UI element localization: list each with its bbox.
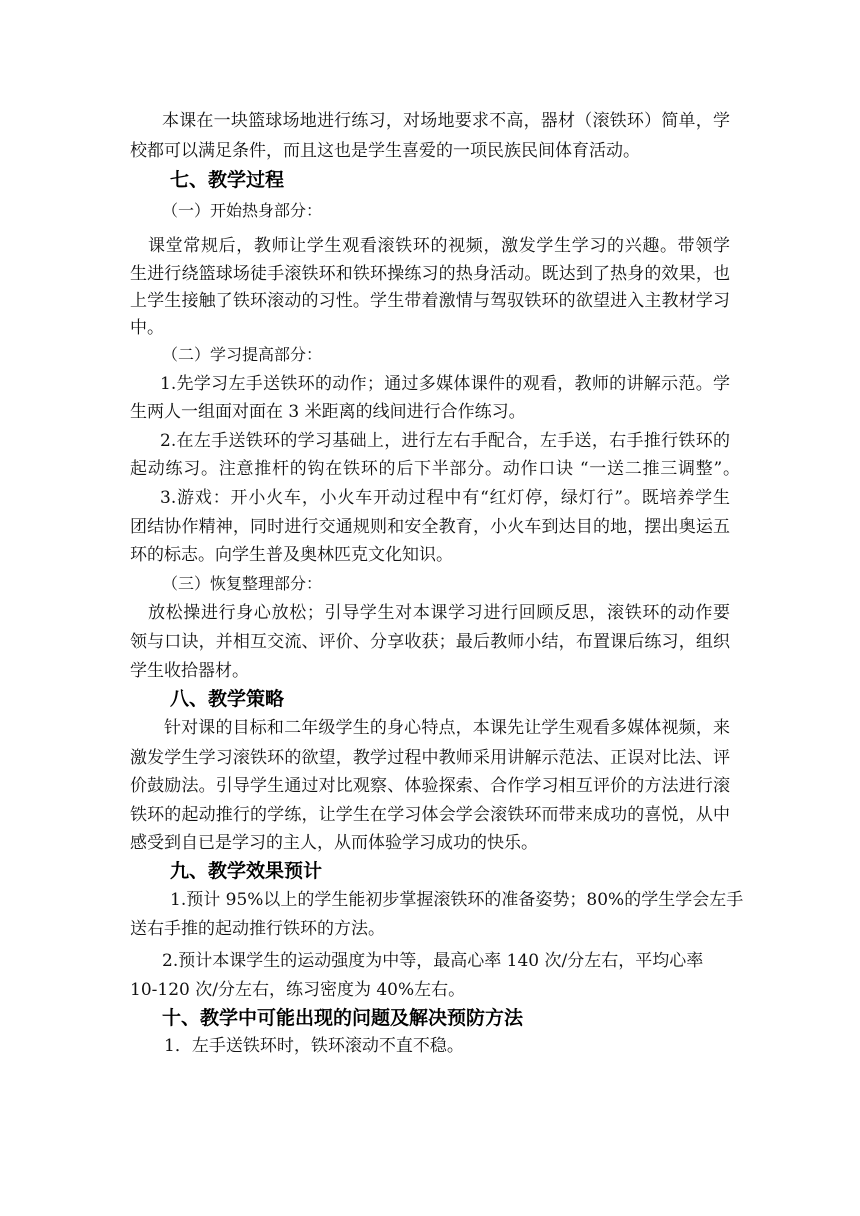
strategy-line-2: 激发学生学习滚铁环的欲望，教学过程中教师采用讲解示范法、正误对比法、评: [130, 748, 730, 768]
recover-line-3: 学生收拾器材。: [130, 661, 249, 681]
warmup-line-3: 上学生接触了铁环滚动的习性。学生带着激情与驾驭铁环的欲望进入主教材学习: [130, 291, 730, 311]
effect-line-4: 10-120 次/分左右，练习密度为 40%左右。: [130, 980, 466, 1000]
recover-line-2: 领与口诀，并相互交流、评价、分享收获；最后教师小结，布置课后练习，组织: [130, 632, 730, 652]
improve-line-4: 起动练习。注意推杆的钩在铁环的后下半部分。动作口诀 “一送二推三调整”。: [130, 459, 740, 479]
effect-line-2: 送右手推的起动推行铁环的方法。: [130, 919, 385, 939]
section-heading-7: 七、教学过程: [170, 169, 285, 191]
improve-line-5: 3.游戏：开小火车，小火车开动过程中有“红灯停，绿灯行”。既培养学生: [160, 488, 730, 508]
effect-line-3: 2.预计本课学生的运动强度为中等，最高心率 140 次/分左右，平均心率: [162, 951, 704, 971]
improve-title: （二）学习提高部分：: [162, 345, 323, 364]
warmup-line-4: 中。: [130, 318, 164, 338]
strategy-line-3: 价鼓励法。引导学生通过对比观察、体验探索、合作学习相互评价的方法进行滚: [130, 776, 730, 796]
recover-title: （三）恢复整理部分：: [162, 574, 323, 593]
improve-line-3: 2.在左手送铁环的学习基础上，进行左右手配合，左手送，右手推行铁环的: [160, 431, 730, 451]
venue-line-1: 本课在一块篮球场地进行练习，对场地要求不高，器材（滚铁环）简单，学: [162, 111, 730, 131]
improve-line-2: 生两人一组面对面在 3 米距离的线间进行合作练习。: [130, 402, 526, 422]
effect-line-1: 1.预计 95%以上的学生能初步掌握滚铁环的准备姿势；80%的学生学会左手: [170, 890, 744, 910]
warmup-title: （一）开始热身部分：: [162, 201, 323, 220]
warmup-line-2: 生进行绕篮球场徒手滚铁环和铁环操练习的热身活动。既达到了热身的效果，也: [130, 264, 730, 284]
improve-line-6: 团结协作精神，同时进行交通规则和安全教育，小火车到达目的地，摆出奥运五: [130, 517, 730, 537]
improve-line-1: 1.先学习左手送铁环的动作；通过多媒体课件的观看，教师的讲解示范。学: [160, 374, 730, 394]
section-heading-10: 十、教学中可能出现的问题及解决预防方法: [162, 1007, 524, 1029]
strategy-line-4: 铁环的起动推行的学练，让学生在学习体会学会滚铁环而带来成功的喜悦，从中: [130, 805, 730, 825]
section-heading-9: 九、教学效果预计: [170, 860, 323, 882]
strategy-line-5: 感受到自已是学习的主人，从而体验学习成功的快乐。: [130, 833, 538, 853]
strategy-line-1: 针对课的目标和二年级学生的身心特点，本课先让学生观看多媒体视频，来: [164, 718, 730, 738]
section-heading-8: 八、教学策略: [170, 688, 285, 710]
venue-line-2: 校都可以满足条件，而且这也是学生喜爱的一项民族民间体育活动。: [130, 141, 640, 161]
recover-line-1: 放松操进行身心放松；引导学生对本课学习进行回顾反思，滚铁环的动作要: [148, 603, 730, 623]
problem-line-1: 1．左手送铁环时，铁环滚动不直不稳。: [164, 1036, 464, 1056]
improve-line-7: 环的标志。向学生普及奥林匹克文化知识。: [130, 545, 453, 565]
warmup-line-1: 课堂常规后，教师让学生观看滚铁环的视频，激发学生学习的兴趣。带领学: [148, 236, 730, 256]
